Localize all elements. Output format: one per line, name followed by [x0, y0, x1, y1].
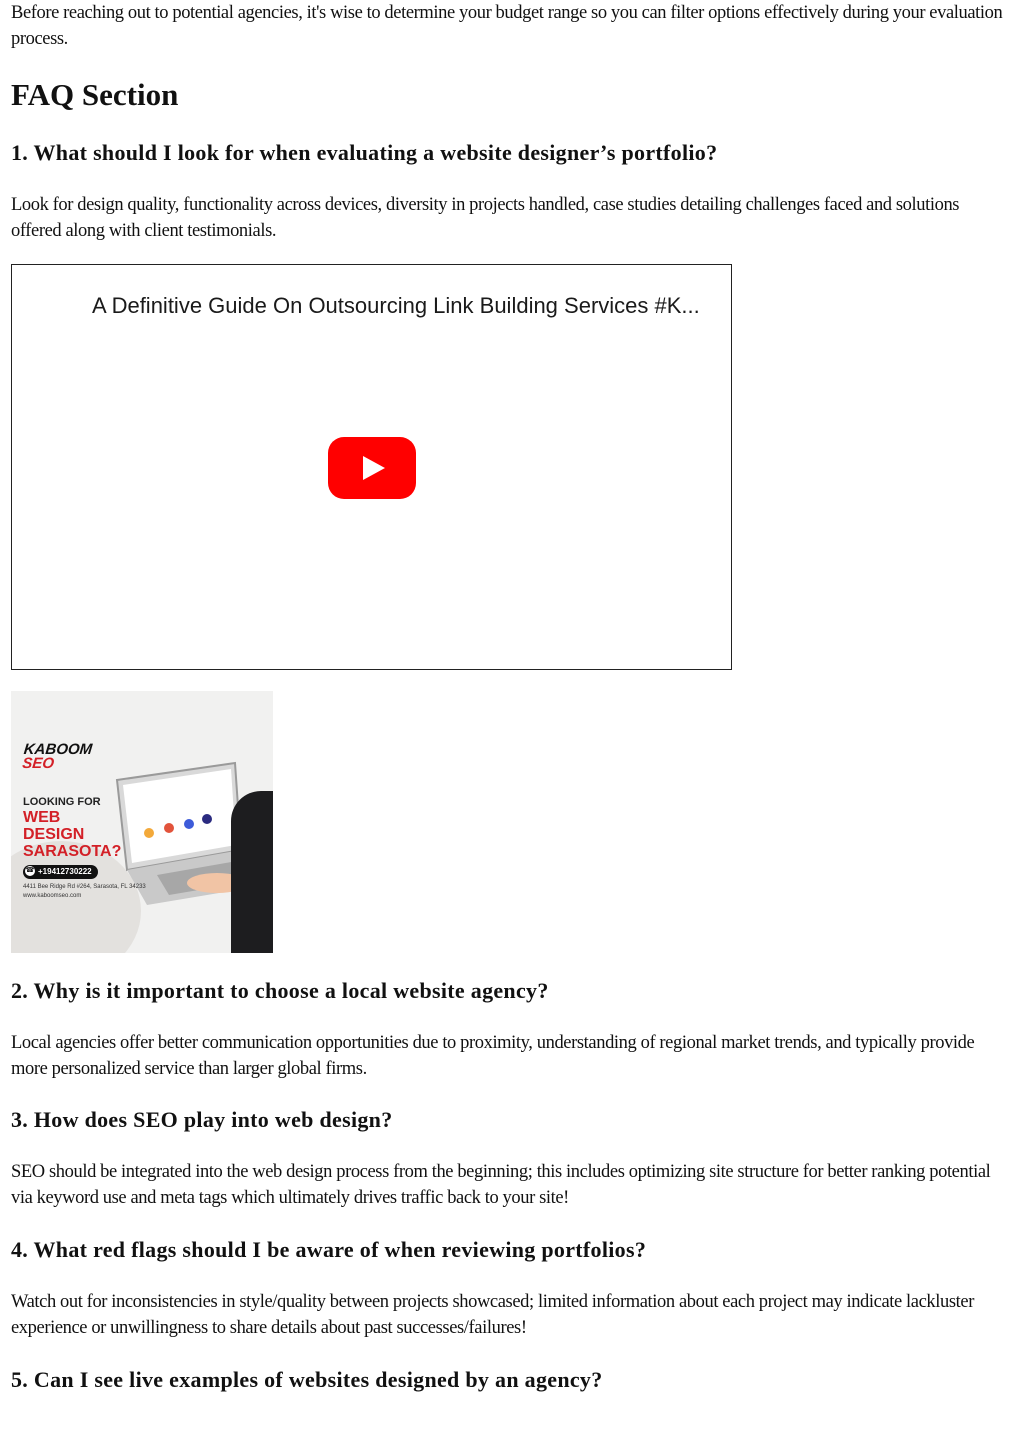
faq-answer-3: SEO should be integrated into the web design process from the beginning; this includes optimizing site structure for better ranking potential via keyword use and meta tags which ultimately drives traffic back to your site! — [11, 1162, 991, 1208]
promo-looking-for: LOOKING FOR — [23, 796, 101, 808]
faq-question-5: 5. Can I see live examples of websites designed by an agency? — [11, 1367, 603, 1392]
promo-image — [11, 691, 273, 953]
faq-question-4: 4. What red flags should I be aware of when reviewing portfolios? — [11, 1237, 647, 1262]
faq-question-1: 1. What should I look for when evaluating a website designer’s portfolio? — [11, 140, 718, 165]
person-silhouette — [231, 791, 273, 953]
promo-address: 4411 Bee Ridge Rd #264, Sarasota, FL 34233 www.kaboomseo.com — [23, 884, 146, 899]
video-title[interactable]: A Definitive Guide On Outsourcing Link Building Services #K... — [92, 293, 700, 318]
youtube-play-icon[interactable] — [328, 437, 416, 499]
intro-paragraph: Before reaching out to potential agencies, it's wise to determine your budget range so you can filter options effectively during your evaluation process. — [11, 3, 1003, 49]
faq-question-3: 3. How does SEO play into web design? — [11, 1107, 393, 1132]
brand-logo: KABOOM SEO — [21, 741, 94, 772]
promo-phone: ☎ +19412730222 — [23, 865, 98, 879]
phone-icon: ☎ — [25, 866, 35, 874]
video-embed[interactable] — [11, 264, 732, 670]
faq-answer-1: Look for design quality, functionality across devices, diversity in projects handled, case studies detailing challenges faced and solutions offered along with client testimonials. — [11, 195, 960, 241]
promo-headline: WEB DESIGN SARASOTA? — [23, 809, 122, 860]
faq-answer-4: Watch out for inconsistencies in style/quality between projects showcased; limited information about each project may indicate lackluster experience or unwillingness to share details about past successes/failures! — [11, 1292, 974, 1338]
faq-section-title: FAQ Section — [11, 77, 179, 112]
faq-answer-2: Local agencies offer better communication opportunities due to proximity, understanding of regional market trends, and typically provide more personalized service than larger global firms. — [11, 1033, 975, 1079]
faq-question-2: 2. Why is it important to choose a local website agency? — [11, 978, 549, 1003]
